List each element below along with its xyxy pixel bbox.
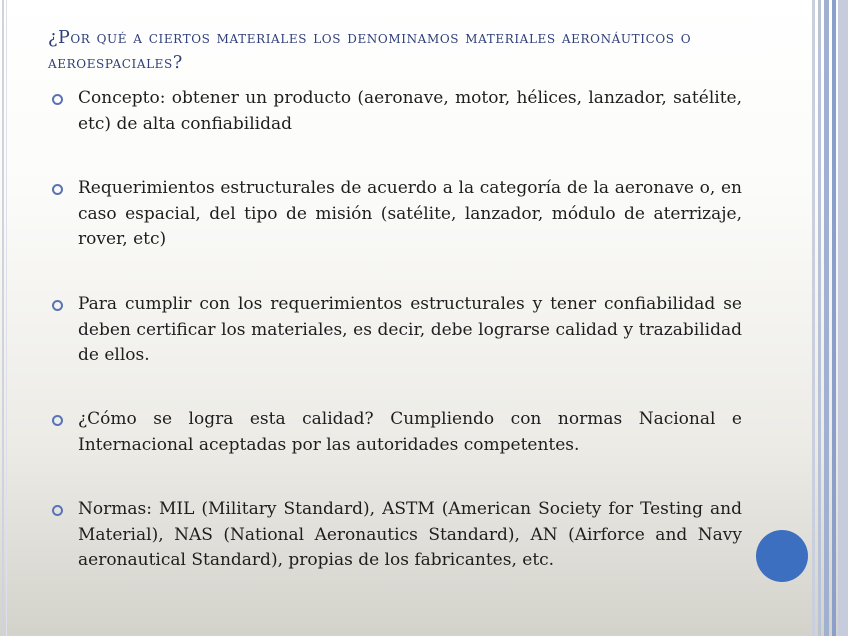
bullet-text: Requerimientos estructurales de acuerdo a la categoría de la aeronave o, en caso espacial, del tipo de misión (satélite, lanzador, módulo de aterrizaje, rover, etc) <box>78 178 742 249</box>
bullet-item <box>48 292 742 369</box>
right-border-decoration <box>812 0 848 636</box>
bullet-item <box>48 497 742 574</box>
decorative-circle <box>756 530 808 582</box>
left-border-decoration <box>0 0 12 636</box>
bullet-text: Para cumplir con los requerimientos estructurales y tener confiabilidad se deben certificar los materiales, es decir, debe lograrse calidad y trazabilidad de ellos. <box>78 294 742 365</box>
bullet-circle-icon <box>52 415 63 426</box>
bullet-circle-icon <box>52 184 63 195</box>
bullet-circle-icon <box>52 300 63 311</box>
bullet-circle-icon <box>52 94 63 105</box>
bullet-text: Concepto: obtener un producto (aeronave, motor, hélices, lanzador, satélite, etc) de alta confiabilidad <box>78 88 742 134</box>
bullet-circle-icon <box>52 505 63 516</box>
bullet-item <box>48 407 742 458</box>
bullet-text: ¿Cómo se logra esta calidad? Cumpliendo con normas Nacional e Internacional aceptadas por las autoridades competentes. <box>78 409 742 455</box>
bullet-item <box>48 176 742 253</box>
slide-title: ¿Por qué a ciertos materiales los denominamos materiales aeronáuticos o aeroespaciales? <box>48 28 692 73</box>
bullet-text: Normas: MIL (Military Standard), ASTM (American Society for Testing and Material), NAS (National Aeronautics Standard), AN (Airforce and Navy aeronautical Standard), propias de los fabricantes, etc. <box>78 499 742 570</box>
bullet-item <box>48 86 742 137</box>
